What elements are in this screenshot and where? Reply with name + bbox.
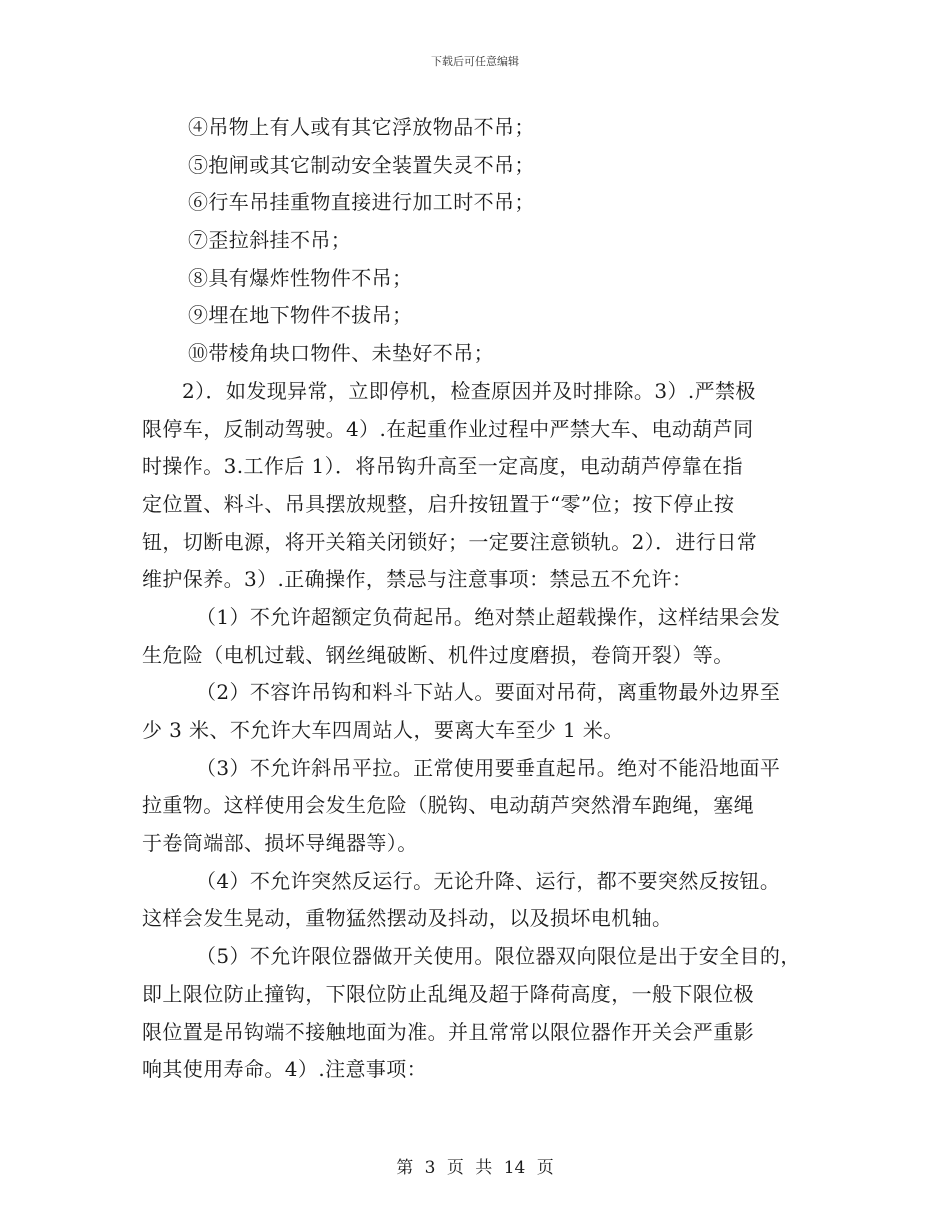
- list-item-8: ⑧具有爆炸性物件不吊；: [188, 265, 413, 290]
- list-item-6: ⑥行车吊挂重物直接进行加工时不吊；: [188, 190, 535, 215]
- paragraph-line: 时操作。3.工作后 1）．将吊钩升高至一定高度，电动葫芦停靠在指: [142, 454, 743, 479]
- rule-3-line: 拉重物。这样使用会发生危险（脱钩、电动葫芦突然滑车跑绳，塞绳: [142, 793, 754, 818]
- rule-1-line: （1）不允许超额定负荷起吊。绝对禁止超载操作，这样结果会发: [196, 604, 781, 629]
- paragraph-line: 维护保养。3）.正确操作，禁忌与注意事项：禁忌五不允许：: [142, 567, 693, 592]
- page-number-footer: 第 3 页 共 14 页: [396, 1158, 554, 1178]
- document-body: [142, 109, 822, 1089]
- rule-3-line: （3）不允许斜吊平拉。正常使用要垂直起吊。绝对不能沿地面平: [196, 755, 781, 780]
- paragraph-line: 限停车，反制动驾驶。4）.在起重作业过程中严禁大车、电动葫芦同: [142, 416, 754, 441]
- rule-1-line: 生危险（电机过载、钢丝绳破断、机件过度磨损，卷筒开裂）等。: [142, 642, 734, 667]
- paragraph-line: 2）．如发现异常，立即停机，检查原因并及时排除。3）.严禁极: [182, 378, 756, 403]
- paragraph-line: 钮，切断电源，将开关箱关闭锁好；一定要注意锁轨。2）．进行日常: [142, 529, 758, 554]
- rule-3-line: 于卷筒端部、损坏导绳器等）。: [142, 831, 418, 856]
- list-item-7: ⑦歪拉斜挂不吊；: [188, 228, 352, 253]
- list-item-5: ⑤抱闸或其它制动安全装置失灵不吊；: [188, 152, 535, 177]
- rule-5-line: 限位置是吊钩端不接触地面为准。并且常常以限位器作开关会严重影: [142, 1019, 754, 1044]
- list-item-10: ⑩带棱角块口物件、未垫好不吊；: [188, 341, 494, 366]
- list-item-9: ⑨埋在地下物件不拔吊；: [188, 303, 413, 328]
- rule-4-line: 这样会发生晃动，重物猛然摆动及抖动，以及损坏电机轴。: [142, 906, 673, 931]
- list-item-4: ④吊物上有人或有其它浮放物品不吊；: [188, 115, 535, 139]
- rule-5-line: （5）不允许限位器做开关使用。限位器双向限位是出于安全目的，: [196, 944, 801, 969]
- rule-4-line: （4）不允许突然反运行。无论升降、运行，都不要突然反按钮。: [196, 868, 781, 893]
- paragraph-line: 定位置、料斗、吊具摆放规整，启升按钮置于“零”位；按下停止按: [142, 491, 735, 516]
- page-header: 下载后可任意编辑: [431, 55, 519, 68]
- rule-5-line: 即上限位防止撞钩，下限位防止乱绳及超于降荷高度，一般下限位极: [142, 981, 754, 1006]
- rule-2-line: （2）不容许吊钩和料斗下站人。要面对吊荷，离重物最外边界至: [196, 680, 781, 705]
- rule-2-line: 少 3 米、不允许大车四周站人，要离大车至少 1 米。: [142, 718, 624, 742]
- rule-5-line: 响其使用寿命。4）.注意事项：: [142, 1057, 428, 1082]
